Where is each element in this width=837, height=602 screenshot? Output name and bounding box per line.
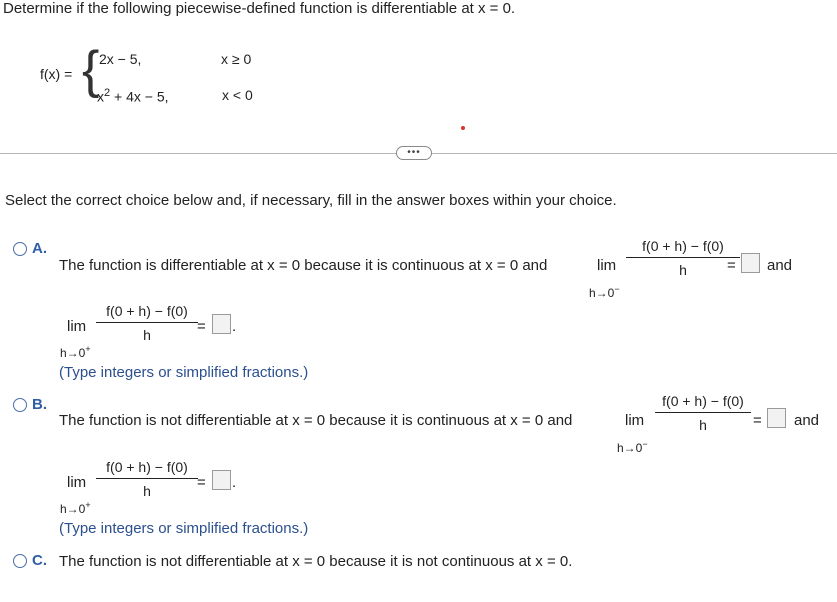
option-b-and: and [794,412,820,429]
piecewise-brace: { [82,41,100,99]
option-a-radio[interactable] [13,242,27,256]
option-a-hint: (Type integers or simplified fractions.) [59,364,309,381]
fraction-numerator: f(0 + h) − f(0) [662,393,744,409]
option-c-letter: C. [32,552,47,569]
option-a-right-fraction [96,303,198,343]
fraction-numerator: f(0 + h) − f(0) [642,238,724,254]
option-a-left-fraction [626,238,740,278]
equals-sign: = [197,318,206,335]
option-a-right-limit-answer-box[interactable] [212,314,231,334]
piece1-expression: 2x − 5, [99,51,142,67]
question-text: Determine if the following piecewise-defined function is differentiable at x = 0. [3,0,516,17]
option-a-left-lim: lim [597,257,617,274]
option-b-right-limit-answer-box[interactable] [212,470,231,490]
fraction-denominator: h [655,412,751,433]
equals-sign: = [727,257,736,274]
option-a-left-lim-subscript: h→0− [589,284,620,300]
period: . [232,318,237,335]
option-b-left-fraction [655,393,751,433]
option-b-hint: (Type integers or simplified fractions.) [59,520,309,537]
fraction-numerator: f(0 + h) − f(0) [106,459,188,475]
equals-sign: = [753,412,762,429]
option-b-left-lim: lim [625,412,645,429]
option-a-left-limit-answer-box[interactable] [741,253,760,273]
option-b-right-lim-subscript: h→0+ [60,500,91,516]
option-a-letter: A. [32,240,47,257]
piece1-condition: x ≥ 0 [221,51,252,67]
period: . [232,474,237,491]
piece2-expression: $x^2 + 4x - 5$, [97,87,169,105]
option-a-right-lim: lim [67,318,87,335]
option-b-left-limit-answer-box[interactable] [767,408,786,428]
option-b-right-fraction [96,459,198,499]
more-button[interactable]: ••• [396,146,432,160]
option-b-left-lim-subscript: h→0− [617,439,648,455]
option-c-radio[interactable] [13,554,27,568]
equals-sign: = [197,474,206,491]
option-b-right-lim: lim [67,474,87,491]
fraction-numerator: f(0 + h) − f(0) [106,303,188,319]
option-a-right-lim-subscript: h→0+ [60,344,91,360]
function-name: f(x) = [40,66,73,82]
option-b-text: The function is not differentiable at x = 0 because it is continuous at x = 0 and [59,412,573,429]
option-a-text: The function is differentiable at x = 0 because it is continuous at x = 0 and [59,257,548,274]
piece2-condition: x < 0 [222,87,253,103]
option-a-and: and [767,257,793,274]
status-dot [461,126,465,130]
fraction-denominator: h [96,322,198,343]
option-b-letter: B. [32,396,47,413]
fraction-denominator: h [96,478,198,499]
instruction-text: Select the correct choice below and, if necessary, fill in the answer boxes within your choice. [5,192,617,209]
option-c-text: The function is not differentiable at x = 0 because it is not continuous at x = 0. [59,553,573,570]
option-b-radio[interactable] [13,398,27,412]
fraction-denominator: h [626,257,740,278]
